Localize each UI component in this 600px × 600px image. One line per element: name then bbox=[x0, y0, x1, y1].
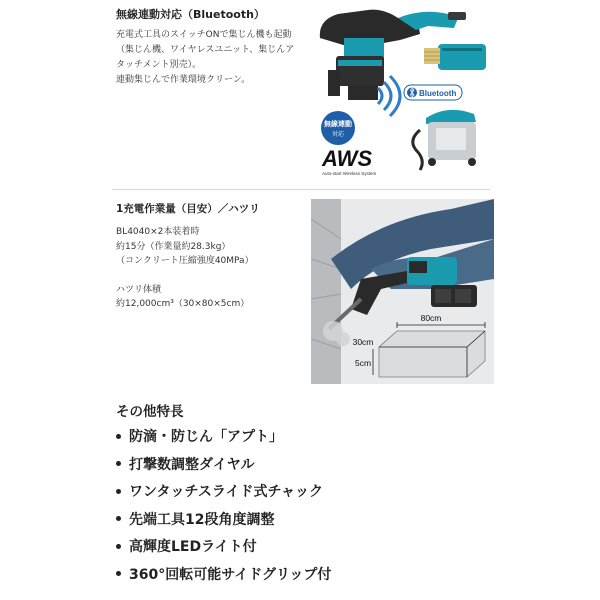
bullet-icon bbox=[116, 516, 121, 521]
section1-title: 無線連動対応（Bluetooth） bbox=[116, 8, 265, 21]
feature-text: 防滴・防じん「アプト」 bbox=[129, 429, 283, 445]
section2-line: ハツリ体積 bbox=[116, 284, 162, 295]
features-title: その他特長 bbox=[116, 404, 184, 420]
feature-item bbox=[112, 511, 331, 539]
feature-text: 高輝度LEDライト付 bbox=[129, 539, 257, 556]
wireless-unit-image bbox=[424, 44, 486, 70]
section2-line: 約12,000cm³（30×80×5cm） bbox=[116, 299, 250, 309]
section1-description bbox=[116, 28, 306, 88]
wireless-compatible-badge bbox=[321, 111, 355, 145]
badge-line2: 対応 bbox=[331, 131, 345, 138]
aws-logo-subtitle: Auto-start Wireless System bbox=[322, 171, 377, 176]
section1-line: 充電式工具のスイッチONで集じん機も起動 bbox=[116, 30, 292, 40]
bullet-icon bbox=[116, 571, 121, 576]
section1-line: タッチメント別売）。 bbox=[116, 60, 202, 70]
feature-item bbox=[112, 566, 331, 594]
feature-item bbox=[112, 483, 331, 511]
section1-line: （集じん機、ワイヤレスユニット、集じんア bbox=[116, 45, 295, 55]
features-list bbox=[112, 428, 331, 594]
feature-text: 360°回転可能サイドグリップ付 bbox=[129, 566, 332, 583]
section2-description bbox=[116, 225, 306, 312]
feature-item bbox=[112, 456, 331, 484]
section2-line: 約15分（作業量約28.3kg） bbox=[116, 241, 231, 252]
section-divider bbox=[112, 189, 490, 190]
section2-line: （コンクリート圧縮強度40MPa） bbox=[116, 256, 254, 266]
dust-extractor-image bbox=[413, 110, 476, 170]
feature-text: ワンタッチスライド式チャック bbox=[129, 484, 324, 501]
dimension-length: 80cm bbox=[420, 313, 442, 323]
badge-line1: 無線連動 bbox=[324, 120, 352, 128]
feature-text: 先端工具12段角度調整 bbox=[129, 511, 275, 528]
feature-item bbox=[112, 538, 331, 566]
section1-line: 連動集じんで作業環境クリーン。 bbox=[116, 75, 251, 85]
bluetooth-label: Bluetooth bbox=[419, 89, 457, 98]
feature-item bbox=[112, 428, 331, 456]
bullet-icon bbox=[116, 434, 121, 439]
chipping-work-photo bbox=[311, 199, 494, 384]
feature-text: 打撃数調整ダイヤル bbox=[129, 456, 255, 473]
bullet-icon bbox=[116, 544, 121, 549]
bluetooth-badge bbox=[404, 85, 462, 100]
section2-title: 1充電作業量（目安）／ハツリ bbox=[116, 203, 260, 215]
bullet-icon bbox=[116, 461, 121, 466]
dimension-depth: 30cm bbox=[352, 337, 374, 347]
aws-logo: AWS bbox=[322, 146, 373, 171]
dimension-height: 5cm bbox=[354, 358, 372, 368]
bullet-icon bbox=[116, 489, 121, 494]
section2-line: BL4040×2本装着時 bbox=[116, 227, 200, 237]
wireless-system-illustration bbox=[308, 0, 496, 183]
